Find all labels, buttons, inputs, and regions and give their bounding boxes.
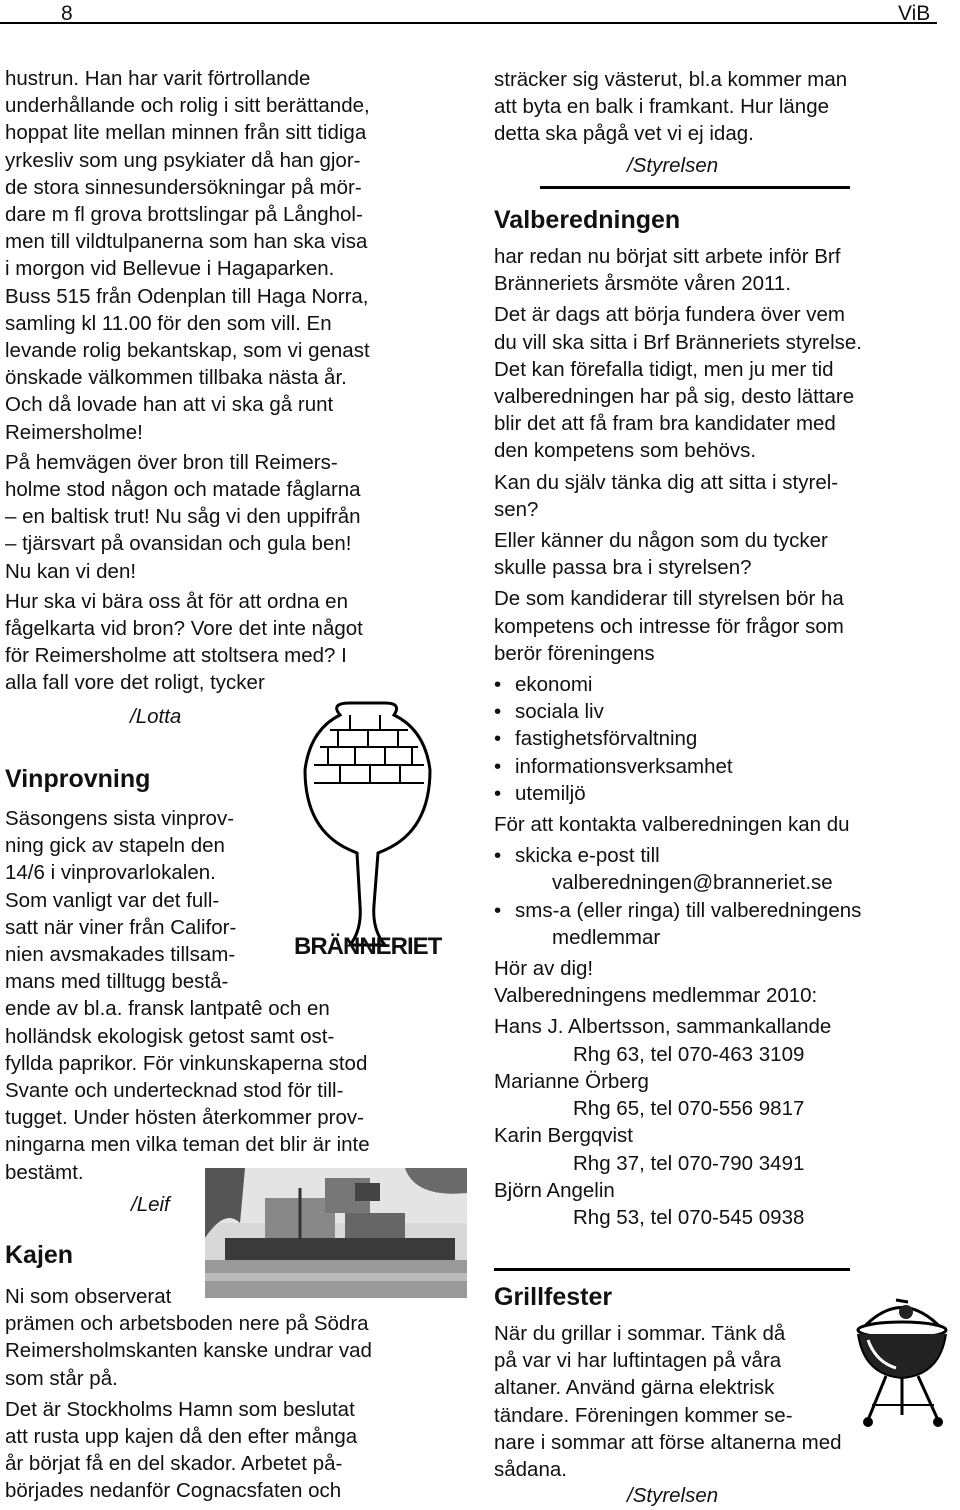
- section-divider: [494, 1268, 850, 1271]
- member-detail: Rhg 65, tel 070-556 9817: [573, 1097, 805, 1121]
- valb-paragraph-3: Kan du själv tänka dig att sitta i styrel- sen?: [494, 470, 839, 521]
- members-list: [494, 1013, 954, 1231]
- member-name: Björn Angelin: [494, 1178, 615, 1202]
- topic-list: [494, 671, 954, 807]
- vinprovning-paragraph: Säsongens sista vinprov- ning gick av stapeln den 14/6 i vinprovarlokalen. Som vanligt var det full- satt när viner från Califor- nien avsmakades tillsam- mans med tilltugg bestå- ende av bl.a. fransk lantpatê och en holländsk ekologisk getost samt ost- fyllda paprikor. För vinkunskaperna stod Svante och undertecknad stod för till- tugget. Under hösten återkommer prov- ningarna men vilka teman det blir är inte bestämt.: [5, 807, 370, 1184]
- contact-email-label: • skicka e-post till: [494, 842, 954, 869]
- wine-glass-illustration: [290, 695, 440, 970]
- contact-intro: För att kontakta valberedningen kan du: [494, 813, 850, 837]
- section-divider: [540, 186, 850, 189]
- grill-illustration: [846, 1290, 958, 1430]
- members-title: Valberedningens medlemmar 2010:: [494, 984, 818, 1008]
- bird-paragraph: På hemvägen över bron till Reimers- holme stod någon och matade fåglarna – en baltisk trut! Nu såg vi den uppifrån – tjärsvart på ovansidan och gula ben! Nu kan vi den!: [5, 450, 361, 583]
- kajen-heading: Kajen: [5, 1241, 74, 1269]
- list-item: • ekonomi: [494, 671, 954, 698]
- member-detail: Rhg 53, tel 070-545 0938: [573, 1205, 805, 1229]
- valb-paragraph-2: Det är dags att börja fundera över vem du vill ska sitta i Brf Bränneriets styrelse. Det kan förefalla tidigt, men ju mer tid valberedningen har på sig, desto lättare blir det att få fram bra kandidater med den kompetens som behövs.: [494, 303, 862, 463]
- signature-lotta: /Lotta: [130, 704, 182, 728]
- signature-styrelsen-2: /Styrelsen: [627, 1484, 719, 1507]
- branneriet-logo-text: BRÄNNERIET: [294, 933, 442, 960]
- signature-styrelsen: /Styrelsen: [627, 153, 719, 177]
- grillfester-paragraph: När du grillar i sommar. Tänk då på var vi har luftintagen på våra altaner. Använd gärna elektrisk tändare. Föreningen kommer se- nare i sommar att förse altanerna med sådana.: [494, 1322, 842, 1482]
- contact-email: valberedningen@branneriet.se: [552, 871, 833, 895]
- list-item: • utemiljö: [494, 780, 954, 807]
- signature-leif: /Leif: [131, 1193, 170, 1216]
- contact-sms-cont: medlemmar: [552, 925, 661, 949]
- member-name: Marianne Örberg: [494, 1069, 649, 1093]
- hor-av-dig: Hör av dig!: [494, 957, 594, 981]
- member-detail: Rhg 37, tel 070-790 3491: [573, 1151, 805, 1175]
- question-paragraph: Hur ska vi bära oss åt för att ordna en fågelkarta vid bron? Vore det inte något för Reimersholme att stoltsera med? I alla fall vore det roligt, tycker: [5, 589, 363, 695]
- hamn-paragraph: Det är Stockholms Hamn som beslutat att rusta upp kajen då den efter många år börjat få en del skador. Arbetet på- börjades nedanför Cognacsfaten och: [5, 1397, 358, 1503]
- member-name: Hans J. Albertsson, sammankallande: [494, 1015, 832, 1039]
- member-name: Karin Bergqvist: [494, 1124, 634, 1148]
- page-number: 8: [61, 2, 73, 25]
- valb-paragraph-4: Eller känner du någon som du tycker skulle passa bra i styrelsen?: [494, 529, 828, 580]
- list-item: • informationsverksamhet: [494, 753, 954, 780]
- grillfester-heading: Grillfester: [494, 1283, 613, 1311]
- valb-paragraph-1: har redan nu börjat sitt arbete inför Brf Bränneriets årsmöte våren 2011.: [494, 245, 841, 296]
- kajen-photo: [205, 1168, 467, 1298]
- contact-sms-label: • sms-a (eller ringa) till valberedningens: [494, 897, 954, 924]
- member-detail: Rhg 63, tel 070-463 3109: [573, 1042, 805, 1066]
- magazine-name: ViB: [898, 2, 931, 25]
- list-item: • sociala liv: [494, 698, 954, 725]
- right-column: sträcker sig västerut, bl.a kommer man att byta en balk i framkant. Hur länge detta ska pågå vet vi ej idag. /Styrelsen: [494, 66, 954, 179]
- contact-list: [494, 842, 954, 951]
- valberedningen-heading: Valberedningen: [494, 206, 681, 234]
- valb-paragraph-5: De som kandiderar till styrelsen bör ha kompetens och intresse för frågor som berör föreningens: [494, 587, 844, 665]
- kajen-paragraph: Ni som observerat prämen och arbetsboden nere på Södra Reimersholmskanten kanske undrar vad som står på. Det är Stockholms Hamn som beslutat att rusta upp kajen då den efter många år börjat få en del skador. Arbetet på- börjades nedanför Cognacsfaten och: [5, 1283, 475, 1505]
- list-item: • fastighetsförvaltning: [494, 725, 954, 752]
- vinprovning-heading: Vinprovning: [5, 765, 151, 793]
- left-column: [5, 65, 475, 730]
- valberedningen-section: [494, 243, 954, 1231]
- intro-paragraph: hustrun. Han har varit förtrollande underhållande och rolig i sitt berättande, hoppat lite mellan minnen från sitt tidiga yrkesliv som ung psykiater då han gjor- de stora sinnesundersökningar på mör- dare m fl grova brottslingar på Långhol- men till vildtulpanerna som han ska visa i morgon vid Bellevue i Hagaparken. Buss 515 från Odenplan till Haga Norra, samling kl 11.00 för den som vill. En levande rolig bekantskap, som vi genast önskade välkommen tillbaka nästa år. Och då lovade han att vi ska gå runt Reimersholme!: [5, 67, 370, 444]
- header-rule: [0, 22, 937, 24]
